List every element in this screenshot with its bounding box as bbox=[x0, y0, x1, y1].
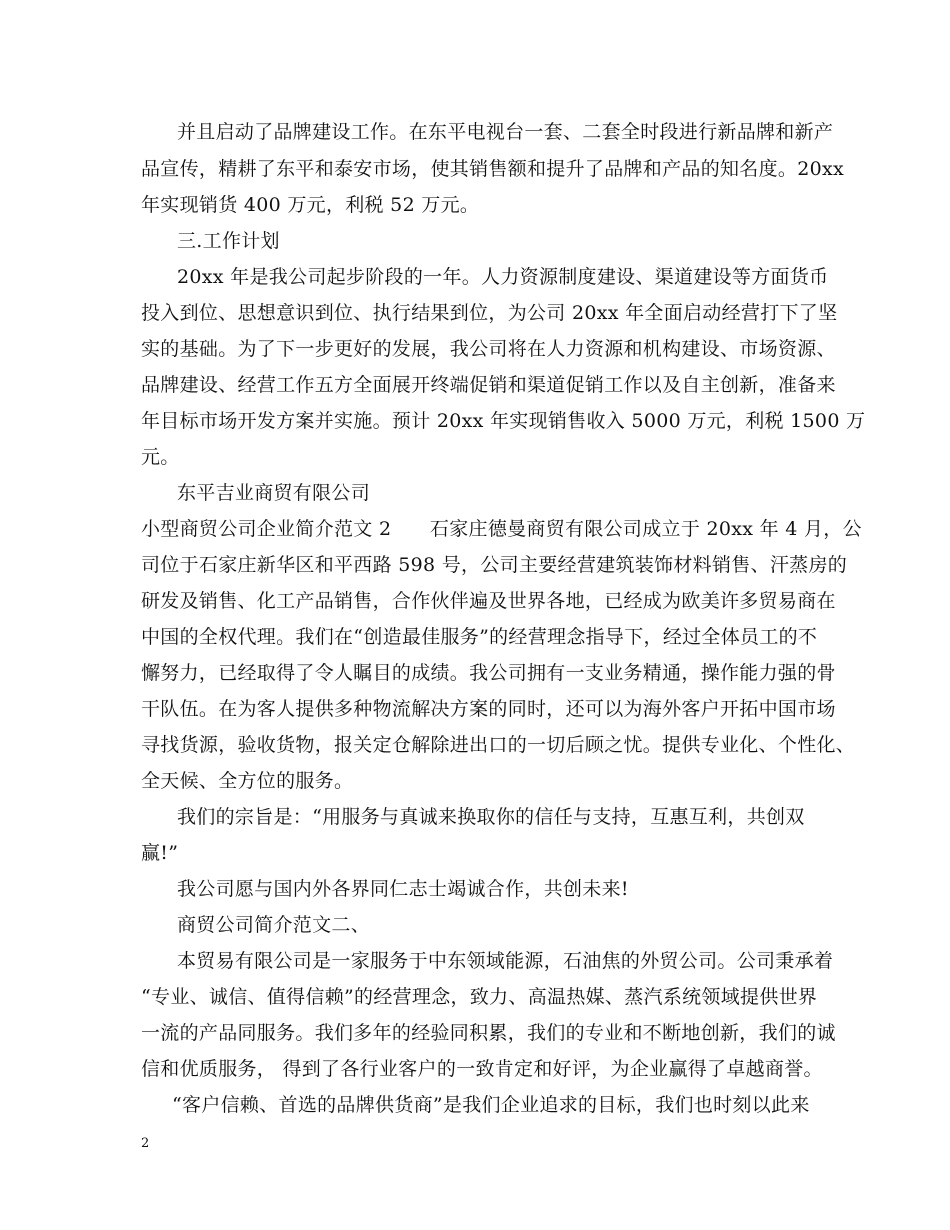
text-line: 20xx 年是我公司起步阶段的一年。人力资源制度建设、渠道建设等方面货币 bbox=[177, 266, 829, 288]
text-line: 干队伍。在为客人提供多种物流解决方案的同时，还可以为海外客户开拓中国市场 bbox=[141, 698, 836, 720]
text-line: 元。 bbox=[141, 446, 180, 468]
text-line: 寻找货源，验收货物，报关定仓解除进出口的一切后顾之忧。提供专业化、个性化、 bbox=[141, 734, 856, 756]
section-heading: 小型商贸公司企业简介范文 2 石家庄德曼商贸有限公司成立于 20xx 年 4 月，公 bbox=[141, 518, 862, 540]
text-line: 本贸易有限公司是一家服务于中东领域能源，石油焦的外贸公司。公司秉承着 bbox=[177, 950, 834, 972]
text-line: 司位于石家庄新华区和平西路 598 号，公司主要经营建筑装饰材料销售、汗蒸房的 bbox=[141, 554, 848, 576]
text-line: 我公司愿与国内外各界同仁志士竭诚合作，共创未来! bbox=[177, 878, 629, 900]
text-line: 赢!” bbox=[141, 842, 179, 864]
text-line: 懈努力，已经取得了令人瞩目的成绩。我公司拥有一支业务精通，操作能力强的骨 bbox=[141, 662, 836, 684]
text-line: 信和优质服务， 得到了各行业客户的一致肯定和好评，为企业赢得了卓越商誉。 bbox=[141, 1058, 823, 1080]
text-line: “客户信赖、首选的品牌供货商”是我们企业追求的目标，我们也时刻以此来 bbox=[172, 1094, 810, 1116]
page-number: 2 bbox=[141, 1136, 150, 1151]
text-line: 投入到位、思想意识到位、执行结果到位，为公司 20xx 年全面启动经营打下了坚 bbox=[141, 302, 838, 324]
text-line: “专业、诚信、值得信赖”的经营理念，致力、高温热媒、蒸汽系统领域提供世界 bbox=[141, 986, 818, 1008]
text-line: 中国的全权代理。我们在“创造最佳服务”的经营理念指导下，经过全体员工的不 bbox=[141, 626, 818, 648]
text-line: 并且启动了品牌建设工作。在东平电视台一套、二套全时段进行新品牌和新产 bbox=[177, 121, 834, 143]
section-heading: 商贸公司简介范文二、 bbox=[177, 914, 371, 936]
text-line: 全天候、全方位的服务。 bbox=[141, 770, 354, 792]
section-heading: 三.工作计划 bbox=[177, 230, 280, 252]
company-name: 东平吉业商贸有限公司 bbox=[177, 482, 371, 504]
text-line: 品宣传，精耕了东平和泰安市场，使其销售额和提升了品牌和产品的知名度。20xx bbox=[141, 158, 845, 180]
text-line: 年实现销货 400 万元，利税 52 万元。 bbox=[141, 194, 480, 216]
text-line: 实的基础。为了下一步更好的发展，我公司将在人力资源和机构建设、市场资源、 bbox=[141, 338, 836, 360]
text-line: 研发及销售、化工产品销售，合作伙伴遍及世界各地，已经成为欧美许多贸易商在 bbox=[141, 590, 836, 612]
text-line: 品牌建设、经营工作五方全面展开终端促销和渠道促销工作以及自主创新，准备来 bbox=[141, 374, 836, 396]
text-line: 我们的宗旨是：“用服务与真诚来换取你的信任与支持，互惠互利，共创双 bbox=[177, 806, 805, 828]
text-line: 年目标市场开发方案并实施。预计 20xx 年实现销售收入 5000 万元，利税 1500 万 bbox=[141, 410, 866, 432]
text-line: 一流的产品同服务。我们多年的经验同积累，我们的专业和不断地创新，我们的诚 bbox=[141, 1022, 836, 1044]
